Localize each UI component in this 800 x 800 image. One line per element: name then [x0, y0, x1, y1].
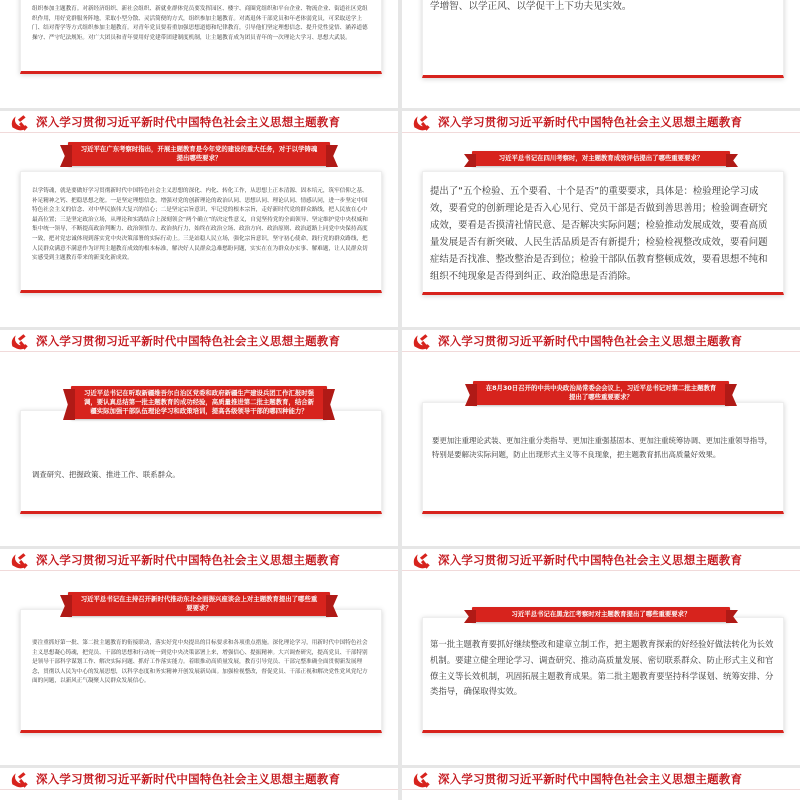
slide-header [402, 111, 800, 133]
question-banner: 在8月30日召开的中共中央政治局常委会会议上，习近平总书记对第二批主题教育提出了哪些重要要求？ [473, 381, 729, 405]
slide-body: 提出了“五个检验、五个要看、十个是否”的重要要求，具体是：检验理论学习成效，要看党的创新理论是否入心见行、党员干部是否做到善思善用；检验调查研究成效，要看是否摸清社情民意、是否解决实际问题；检验推动发展成效，要看高质量发展是否有新突破、人民生活品质是否有新提升；检验检视整改成效，要看问题症结是否找准、整改整治是否到位；检验干部队伍教育整顿成效，要看思想不纯和组织不纯现象是否得到纠正、政治隐患是否消除。 [430, 186, 768, 282]
header-title: 深入学习贯彻习近平新时代中国特色社会主义思想主题教育 [36, 772, 341, 786]
question-banner: 习近平总书记在听取新疆维吾尔自治区党委和政府新疆生产建设兵团工作汇报时强调，要认真总结第一批主题教育的成功经验，高质量推进第二批主题教育，结合新疆实际加强干部队伍理论学习和政策培训，提高各级领导干部的哪四种能力？ [71, 386, 327, 419]
slide-header [0, 330, 398, 352]
slide-header [402, 768, 800, 790]
party-emblem-icon [410, 770, 432, 790]
header-title: 深入学习贯彻习近平新时代中国特色社会主义思想主题教育 [36, 553, 341, 567]
slide-body: 以学铸魂，就是要做好学习贯彻新时代中国特色社会主义思想的深化、内化、转化工作，从思想上正本清源、固本培元，筑牢信仰之基、补足精神之钙、把稳思想之舵。一是坚定理想信念，增强对党的创新理论的政治认同、思想认同、理论认同、情感认同，进一步坚定中国特色社会主义的信念、对中华民族伟大复兴的信心；二是坚定宗旨意识，牢记党的根本宗旨，走好新时代党的群众路线，把人民放在心中最高位置；三是坚定政治立场，从理论和实践结合上深刻领会“两个确立”的决定性意义，自觉坚持党的全面领导、坚定维护党中央权威和集中统一领导，不断提高政治判断力、政治领悟力、政治执行力，始终在政治立场、政治方向、政治原则、政治道路上同党中央保持高度一致，把对党忠诚体现到落实党中央决策部署的实际行动上。三是站稳人民立场，强化宗旨意识，坚守初心使命，践行党的群众路线，把人民群众满意不满意作为评判主题教育成效的根本标准，解决好人民群众急难愁盼问题，实实在在为群众办实事、解难题，让人民群众切实感受到主题教育带来的新变化新成效。 [32, 188, 368, 262]
slide-1 [0, 0, 398, 108]
content-card [20, 410, 382, 514]
slide-header [0, 549, 398, 571]
question-banner: 习近平在广东考察时指出，开展主题教育是今年党的建设的重大任务，对于以学铸魂提出哪些要求？ [68, 142, 330, 166]
header-title: 深入学习贯彻习近平新时代中国特色社会主义思想主题教育 [36, 115, 341, 129]
party-emblem-icon [8, 113, 30, 133]
slide-8 [402, 549, 800, 765]
question-banner: 习近平总书记在黑龙江考察时对主题教育提出了哪些重要要求？ [472, 607, 730, 622]
slide-header [0, 768, 398, 790]
slide-header [402, 330, 800, 352]
slide-2 [402, 0, 800, 108]
header-title: 深入学习贯彻习近平新时代中国特色社会主义思想主题教育 [438, 334, 743, 348]
slide-body: 组织参加主题教育。对新经济组织、新社会组织、新就业群体党员要发挥园区、楼宇、商圈党组织和平台企业、物流企业、街道社区党组织作用，用好党群服务阵地，采取小型分散、灵活简便的方式，组织参加主题教育。对离退休干部党员和年老体弱党员，可采取送学上门、结对帮学等方式组织参加主题教育。对青年党员要着重加强思想道德和纪律教育，引导他们坚定理想信念、提升党性觉悟、涵养道德操守、严守纪法规矩。对广大团员和青年要用好党建带团建制度机制，让主题教育成为团员青年的一次理论大学习、思想大武装。 [32, 6, 368, 41]
slide-body: 要注重抓好第一批、第二批主题教育的衔接联动，落实好党中央提出的目标要求和各项重点措施。深化理论学习，用新时代中国特色社会主义思想凝心铸魂，把党员、干部的思想和行动统一到党中央决策部署上来，增强信心、提振精神。大兴调查研究，提高党员、干部特别是领导干部科学谋划工作、解决实际问题、抓好工作落实能力。着眼推动高质量发展，教育引导党员、干部完整准确全面贯彻新发展理念，贯彻以人民为中心的发展思想，以科学态度和务实精神开创发展新局面。加强检视整改，督促党员、干部正视和解决党性党风党纪方面的问题，以新风正气凝聚人民群众发展信心。 [32, 640, 368, 685]
party-emblem-icon [410, 332, 432, 352]
slide-4 [402, 111, 800, 327]
header-title: 深入学习贯彻习近平新时代中国特色社会主义思想主题教育 [36, 334, 341, 348]
slide-header [402, 549, 800, 571]
header-title: 深入学习贯彻习近平新时代中国特色社会主义思想主题教育 [438, 115, 743, 129]
slide-body: 第一批主题教育要抓好继续整改和建章立制工作，把主题教育探索的好经验好做法转化为长效机制。要建立健全理论学习、调查研究、推动高质量发展、密切联系群众、防止形式主义和官僚主义等长效机制，巩固拓展主题教育成果。第二批主题教育要坚持科学谋划、统筹安排、分类指导，确保取得实效。 [430, 639, 774, 697]
slide-header [0, 111, 398, 133]
slide-5 [0, 330, 398, 546]
slide-3 [0, 111, 398, 327]
header-title: 深入学习贯彻习近平新时代中国特色社会主义思想主题教育 [438, 772, 743, 786]
slide-body: 调查研究、把握政策、推进工作、联系群众。 [32, 470, 180, 479]
party-emblem-icon [410, 551, 432, 571]
party-emblem-icon [410, 113, 432, 133]
slide-9 [0, 768, 398, 800]
party-emblem-icon [8, 332, 30, 352]
question-banner: 习近平总书记在四川考察时，对主题教育成效评估提出了哪些重要要求？ [472, 151, 730, 166]
question-banner: 习近平总书记在主持召开新时代推动东北全面振兴座谈会上对主题教育提出了哪些重要要求？ [68, 592, 330, 616]
party-emblem-icon [8, 551, 30, 571]
slide-10 [402, 768, 800, 800]
slide-6 [402, 330, 800, 546]
party-emblem-icon [8, 770, 30, 790]
slide-body: 要更加注重理论武装、更加注重分类指导、更加注重强基固本、更加注重统筹协调、更加注重领导指导，特别是要解决实际问题，防止出现形式主义等不良现象，把主题教育抓出高质量好效果。 [432, 436, 772, 459]
header-title: 深入学习贯彻习近平新时代中国特色社会主义思想主题教育 [438, 553, 743, 567]
slide-body: 学增智、以学正风、以学促干上下功夫见实效。 [430, 1, 632, 12]
slide-7 [0, 549, 398, 765]
